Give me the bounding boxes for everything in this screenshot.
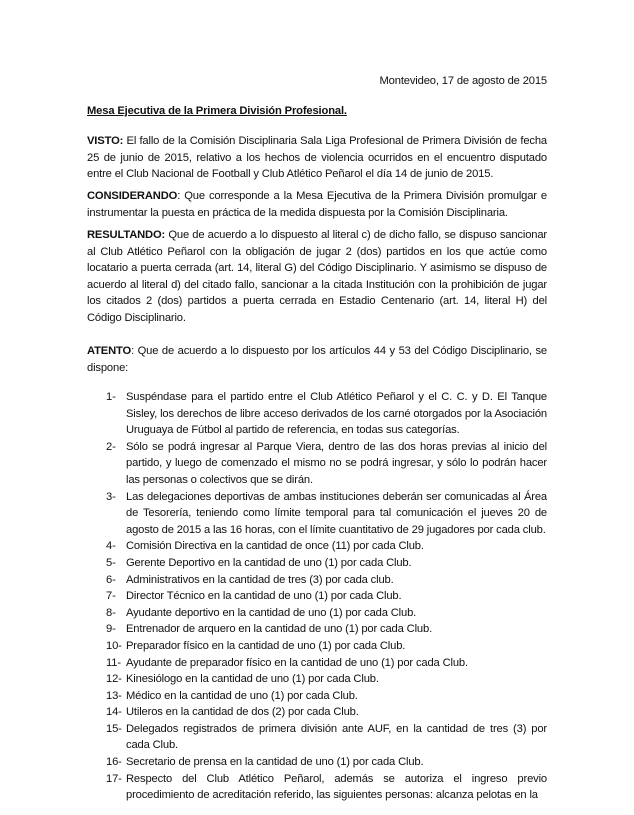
list-item-text: Gerente Deportivo en la cantidad de uno (1) por cada Club. [126,556,412,569]
list-item-number: 5- [106,556,116,569]
list-item [87,655,547,672]
list-item-text: Kinesiólogo en la cantidad de uno (1) por cada Club. [126,673,379,686]
visto-text: El fallo de la Comisión Disciplinaria Sala Liga Profesional de Primera División de fecha 25 de junio de 2015, relativo a los hechos de violencia ocurridos en el encuentro disputado entre el Club Nacional de Football y Club Atlético Peñarol el día 14 de junio de 2015. [87,135,547,181]
list-item-number: 15- [106,722,122,735]
list-item [87,555,547,572]
list-item-number: 14- [106,706,122,719]
considerando-paragraph [87,188,547,221]
list-item [87,704,547,721]
document-heading: Mesa Ejecutiva de la Primera División Profesional. [87,105,347,117]
list-item [87,538,547,555]
list-item [87,489,547,539]
list-item-number: 1- [106,391,116,403]
list-item [87,605,547,622]
list-item-number: 3- [106,490,116,503]
list-item-number: 16- [106,756,122,769]
list-item-text: Ayudante de preparador físico en la cantidad de uno (1) por cada Club. [126,656,468,669]
visto-paragraph [87,133,547,183]
list-item-text: Suspéndase para el partido entre el Club Atlético Peñarol y el C. C. y D. El Tanque Sisley, los derechos de libre acceso derivados de los carné otorgados por la Asociación Uruguaya de Fútbol al partido de referencia, en todas sus categorías. [126,391,547,437]
list-item-number: 12- [106,673,122,686]
list-item [87,721,547,754]
list-item [87,671,547,688]
list-item [87,439,547,489]
atento-paragraph [87,343,547,376]
list-item-text: Las delegaciones deportivas de ambas instituciones deberán ser comunicadas al Área de Tesorería, teniendo como límite temporal para tal comunicación el jueves 20 de agosto de 2015 a las 16 horas, con el límite cuantitativo de 29 jugadores por cada club. [126,490,547,536]
resultando-label: RESULTANDO: [87,229,166,241]
list-item-text: Director Técnico en la cantidad de uno (1) por cada Club. [126,590,402,603]
list-item-number: 6- [106,573,116,586]
list-item-text: Administrativos en la cantidad de tres (3) por cada club. [126,573,394,586]
considerando-label: CONSIDERANDO [87,190,178,202]
list-item-text: Sólo se podrá ingresar al Parque Viera, dentro de las dos horas previas al inicio del partido, y luego de comenzado el mismo no se podrá ingresar, y sólo lo podrán hacer las personas o colectivos que se dirán. [126,440,547,486]
list-item-number: 4- [106,540,116,553]
resultando-paragraph [87,227,547,327]
list-item-number: 8- [106,606,116,619]
list-item-text: Médico en la cantidad de uno (1) por cada Club. [126,689,358,702]
date-line: Montevideo, 17 de agosto de 2015 [379,75,547,87]
list-item-number: 10- [106,639,122,652]
considerando-text: : Que corresponde a la Mesa Ejecutiva de la Primera División promulgar e instrumentar la puesta en práctica de la medida dispuesta por la Comisión Disciplinaria. [87,190,547,219]
list-item-text: Entrenador de arquero en la cantidad de uno (1) por cada Club. [126,623,433,636]
list-item-text: Delegados registrados de primera división ante AUF, en la cantidad de tres (3) por cada Club. [126,722,547,752]
list-item-text: Comisión Directiva en la cantidad de once (11) por cada Club. [126,540,424,553]
atento-label: ATENTO [87,345,132,357]
list-item-number: 7- [106,590,116,603]
atento-text: : Que de acuerdo a lo dispuesto por los artículos 44 y 53 del Código Disciplinario, se dispone: [87,345,547,374]
list-item-number: 2- [106,440,116,453]
list-item-text: Ayudante deportivo en la cantidad de uno (1) por cada Club. [126,606,417,619]
list-item-number: 13- [106,689,122,702]
list-item-number: 17- [106,772,122,785]
list-item [87,389,547,439]
list-item [87,771,547,804]
list-item [87,638,547,655]
disposition-list [87,389,547,804]
list-item-text: Preparador físico en la cantidad de uno (1) por cada Club. [126,639,406,652]
resultando-text: Que de acuerdo a lo dispuesto al literal c) de dicho fallo, se dispuso sancionar al Club Atlético Peñarol con la obligación de jugar 2 (dos) partidos en los que actúe como locatario a puerta cerrada (art. 14, literal G) del Código Disciplinario. Y asimismo se dispuso de acuerdo al literal d) del citado fallo, sancionar a la citada Institución con la prohibición de jugar los citados 2 (dos) partidos a puerta cerrada en Estadio Centenario (art. 14, literal H) del Código Disciplinario. [87,229,547,324]
visto-label: VISTO: [87,135,124,147]
list-item [87,688,547,705]
list-item-text: Secretario de prensa en la cantidad de uno (1) por cada Club. [126,756,424,769]
list-item-number: 11- [106,656,121,669]
list-item [87,754,547,771]
list-item-number: 9- [106,623,116,636]
list-item [87,572,547,589]
list-item [87,621,547,638]
list-item [87,588,547,605]
list-item-text: Utileros en la cantidad de dos (2) por cada Club. [126,706,359,719]
list-item-text: Respecto del Club Atlético Peñarol, además se autoriza el ingreso previo procedimiento de acreditación referido, las siguientes personas: alcanza pelotas en la [126,772,547,802]
